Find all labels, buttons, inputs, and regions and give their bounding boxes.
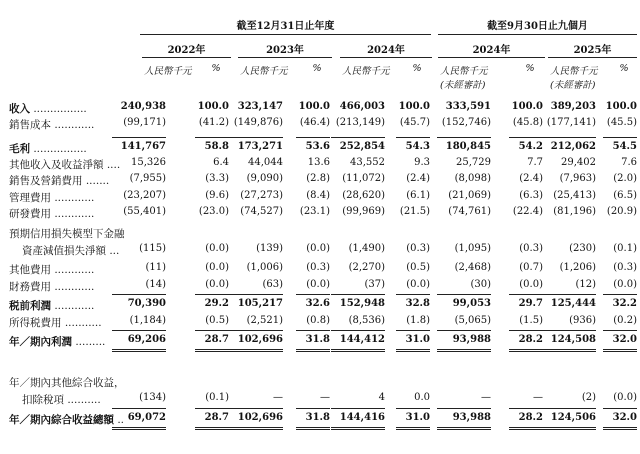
amount-cell: 93,988 (452, 334, 491, 345)
percent-cell: (0.0) (306, 279, 330, 290)
row-label (9, 157, 120, 172)
total-double-rule (509, 349, 543, 352)
percent-cell: 100.0 (605, 101, 637, 112)
percent-cell: (22.4) (512, 206, 543, 217)
percent-cell: — (320, 392, 330, 403)
amount-cell: 43,552 (350, 157, 385, 168)
subtotal-rule (603, 408, 637, 409)
amount-cell: (1,184) (129, 315, 166, 326)
percent-cell: (46.4) (299, 117, 330, 128)
percent-cell: (2.4) (406, 173, 430, 184)
percent-cell: 54.2 (518, 141, 543, 152)
amount-cell: (28,620) (342, 190, 385, 201)
amount-cell: (8,536) (348, 315, 385, 326)
subtotal-rule (229, 137, 283, 138)
subtotal-rule (296, 330, 330, 331)
total-double-rule (195, 349, 229, 352)
amount-cell: 69,206 (127, 334, 166, 345)
amount-cell: (2) (581, 392, 596, 403)
subtotal-rule (542, 330, 596, 331)
period-group-header: 截至9月30日止九個月 (487, 21, 588, 32)
year-underline (548, 57, 637, 58)
percent-cell: (0.3) (406, 243, 430, 254)
row-label (9, 173, 109, 188)
dot-leader: ......... (72, 336, 106, 348)
row-label (9, 279, 94, 294)
amount-cell: 141,767 (120, 141, 166, 152)
amount-cell: (2,521) (246, 315, 283, 326)
percent-header: % (312, 63, 322, 74)
subtotal-rule (437, 137, 491, 138)
dot-leader: ............ (51, 119, 95, 131)
total-double-rule (331, 427, 385, 430)
row-label-text: 其他費用 (9, 264, 51, 276)
percent-cell: 58.8 (204, 141, 229, 152)
total-double-rule (603, 349, 637, 352)
amount-cell: 125,444 (550, 298, 596, 309)
percent-cell: (2.0) (613, 173, 637, 184)
subtotal-rule (509, 330, 543, 331)
dot-leader: ............ (51, 264, 95, 276)
subtotal-rule (603, 137, 637, 138)
percent-cell: 100.0 (298, 101, 330, 112)
percent-cell: (0.0) (205, 262, 229, 273)
percent-cell: 100.0 (398, 101, 430, 112)
subtotal-rule (331, 294, 385, 295)
percent-cell: (2.4) (519, 173, 543, 184)
row-label-text: 資產減值損失淨額 (22, 245, 106, 257)
percent-cell: (6.3) (519, 190, 543, 201)
row-label (9, 117, 94, 132)
percent-cell: 13.6 (307, 157, 330, 168)
amount-cell: (30) (470, 279, 491, 290)
currency-unit-label: 人民幣千元 (440, 66, 488, 77)
amount-cell: (5,065) (454, 315, 491, 326)
percent-cell: 100.0 (197, 101, 229, 112)
subtotal-rule (112, 294, 166, 295)
percent-cell: 53.6 (305, 141, 330, 152)
row-label (9, 262, 94, 277)
row-label-text: 收入 (9, 103, 30, 115)
percent-cell: 100.0 (511, 101, 543, 112)
dot-leader: ................ (30, 103, 87, 115)
dot-leader: ................ (30, 143, 87, 155)
row-label (9, 315, 102, 330)
amount-cell: (9,090) (246, 173, 283, 184)
amount-cell: (152,746) (441, 117, 491, 128)
dot-leader: .... (103, 159, 121, 171)
amount-cell: (55,401) (123, 206, 166, 217)
amount-cell: 124,506 (550, 412, 596, 423)
subtotal-rule (331, 137, 385, 138)
row-label-text: 扣除稅項 (22, 394, 64, 406)
dot-leader: ........... (61, 317, 102, 329)
amount-cell: (230) (569, 243, 596, 254)
row-label-text: 其他收入及收益淨額 (9, 159, 104, 171)
amount-cell: (936) (569, 315, 596, 326)
dot-leader: ............ (51, 192, 95, 204)
percent-cell: (0.8) (306, 315, 330, 326)
percent-cell: (41.2) (198, 117, 229, 128)
percent-cell: (23.1) (299, 206, 330, 217)
percent-cell: (0.0) (306, 243, 330, 254)
total-double-rule (229, 427, 283, 430)
row-label (9, 101, 87, 116)
amount-cell: 29,402 (561, 157, 596, 168)
percent-cell: (0.0) (519, 279, 543, 290)
amount-cell: 69,072 (127, 412, 166, 423)
percent-cell: 54.3 (405, 141, 430, 152)
percent-cell: 32.0 (612, 412, 637, 423)
subtotal-rule (112, 330, 166, 331)
amount-cell: (14) (145, 279, 166, 290)
percent-cell: (45.5) (606, 117, 637, 128)
currency-unit-label: 人民幣千元 (240, 66, 288, 77)
amount-cell: (177,141) (546, 117, 596, 128)
currency-unit-label: 人民幣千元 (144, 66, 192, 77)
row-label-text: 年／期內綜合收益總額 (9, 414, 114, 426)
subtotal-rule (603, 294, 637, 295)
total-double-rule (509, 427, 543, 430)
dot-leader: ... (106, 245, 120, 257)
percent-cell: 29.7 (518, 298, 543, 309)
percent-cell: (1.5) (519, 315, 543, 326)
percent-cell: 31.8 (305, 412, 330, 423)
amount-cell: (63) (262, 279, 283, 290)
percent-cell: 31.0 (405, 334, 430, 345)
row-label (9, 334, 105, 349)
percent-cell: (0.0) (205, 279, 229, 290)
amount-cell: (115) (139, 243, 166, 254)
total-double-rule (396, 349, 430, 352)
row-label (9, 298, 94, 313)
subtotal-rule (542, 408, 596, 409)
total-double-rule (195, 427, 229, 430)
subtotal-rule (542, 137, 596, 138)
amount-cell: (74,527) (240, 206, 283, 217)
year-underline (238, 57, 332, 58)
row-label-text: 年／期內其他綜合收益， (9, 377, 125, 389)
unaudited-note: (未經審計) (550, 80, 596, 91)
percent-cell: (0.0) (205, 243, 229, 254)
amount-cell: (99,969) (342, 206, 385, 217)
percent-cell: 28.2 (518, 334, 543, 345)
total-double-rule (331, 349, 385, 352)
amount-cell: (27,273) (240, 190, 283, 201)
row-label-text: 所得税費用 (9, 317, 62, 329)
total-double-rule (112, 349, 166, 352)
dot-leader: .......... (64, 394, 101, 406)
percent-cell: 29.2 (204, 298, 229, 309)
currency-unit-label: 人民幣千元 (550, 66, 598, 77)
percent-cell: (0.0) (613, 392, 637, 403)
header-underline (438, 34, 637, 35)
row-label-text: 預期信用損失模型下金融 (9, 228, 125, 240)
subtotal-rule (331, 330, 385, 331)
amount-cell: 70,390 (127, 298, 166, 309)
currency-unit-label: 人民幣千元 (342, 66, 390, 77)
total-double-rule (603, 427, 637, 430)
amount-cell: 240,938 (120, 101, 166, 112)
subtotal-rule (603, 330, 637, 331)
row-label-text: 銷售及營銷費用 (9, 175, 83, 187)
subtotal-rule (229, 294, 283, 295)
percent-header: % (619, 63, 629, 74)
subtotal-rule (331, 408, 385, 409)
amount-cell: (37) (364, 279, 385, 290)
subtotal-rule (437, 408, 491, 409)
subtotal-rule (396, 294, 430, 295)
percent-cell: 31.8 (305, 334, 330, 345)
amount-cell: (11) (145, 262, 166, 273)
total-double-rule (296, 349, 330, 352)
percent-cell: 32.0 (612, 334, 637, 345)
amount-cell: (25,413) (553, 190, 596, 201)
subtotal-rule (396, 137, 430, 138)
amount-cell: (23,207) (123, 190, 166, 201)
amount-cell: 93,988 (452, 412, 491, 423)
percent-cell: 9.3 (414, 157, 430, 168)
amount-cell: 389,203 (550, 101, 596, 112)
dot-leader: ............ (51, 281, 95, 293)
amount-cell: (7,955) (129, 173, 166, 184)
amount-cell: 466,003 (339, 101, 385, 112)
percent-cell: 7.6 (621, 157, 637, 168)
amount-cell: (149,876) (233, 117, 283, 128)
subtotal-rule (112, 137, 166, 138)
amount-cell: 212,062 (550, 141, 596, 152)
percent-cell: (1.8) (406, 315, 430, 326)
amount-cell: (7,963) (559, 173, 596, 184)
row-label-text: 銷售成本 (9, 119, 51, 131)
percent-cell: 28.2 (518, 412, 543, 423)
subtotal-rule (229, 330, 283, 331)
subtotal-rule (509, 408, 543, 409)
row-label-text: 年／期內利潤 (9, 336, 72, 348)
dot-leader: ....... (82, 175, 110, 187)
year-underline (142, 57, 231, 58)
amount-cell: (139) (256, 243, 283, 254)
amount-cell: — (481, 392, 491, 403)
year-header: 2023年 (266, 45, 304, 56)
row-label (9, 375, 125, 390)
percent-cell: 32.6 (305, 298, 330, 309)
percent-cell: (21.5) (399, 206, 430, 217)
amount-cell: 124,508 (550, 334, 596, 345)
amount-cell: (1,206) (559, 262, 596, 273)
percent-cell: (0.5) (205, 315, 229, 326)
total-double-rule (296, 427, 330, 430)
amount-cell: 173,271 (237, 141, 283, 152)
subtotal-rule (396, 408, 430, 409)
percent-cell: (0.0) (406, 279, 430, 290)
percent-cell: (6.1) (406, 190, 430, 201)
amount-cell: (134) (139, 392, 166, 403)
amount-cell: — (273, 392, 283, 403)
percent-cell: 0.0 (414, 392, 430, 403)
percent-header: % (211, 63, 221, 74)
row-label (22, 243, 119, 258)
subtotal-rule (296, 137, 330, 138)
row-label (9, 206, 94, 221)
amount-cell: (2,468) (454, 262, 491, 273)
subtotal-rule (195, 137, 229, 138)
amount-cell: 105,217 (237, 298, 283, 309)
percent-cell: (2.8) (306, 173, 330, 184)
percent-cell: (45.7) (399, 117, 430, 128)
subtotal-rule (437, 330, 491, 331)
dot-leader: .. (114, 414, 125, 426)
amount-cell: 102,696 (237, 334, 283, 345)
percent-cell: (0.1) (205, 392, 229, 403)
percent-cell: 32.2 (612, 298, 637, 309)
amount-cell: 102,696 (237, 412, 283, 423)
percent-cell: 28.7 (204, 412, 229, 423)
subtotal-rule (195, 408, 229, 409)
percent-cell: 7.7 (527, 157, 543, 168)
percent-cell: (0.2) (613, 315, 637, 326)
year-underline (438, 57, 545, 58)
year-header: 2024年 (472, 45, 511, 56)
percent-cell: (3.3) (205, 173, 229, 184)
percent-cell: (0.5) (406, 262, 430, 273)
year-underline (340, 57, 432, 58)
amount-cell: 144,416 (339, 412, 385, 423)
row-label-text: 毛利 (9, 143, 30, 155)
percent-cell: (0.3) (306, 262, 330, 273)
amount-cell: (213,149) (335, 117, 385, 128)
subtotal-rule (437, 294, 491, 295)
row-label (9, 190, 94, 205)
percent-cell: (8.4) (306, 190, 330, 201)
total-double-rule (229, 349, 283, 352)
total-double-rule (437, 427, 491, 430)
subtotal-rule (542, 294, 596, 295)
subtotal-rule (509, 294, 543, 295)
dot-leader: ............ (51, 300, 95, 312)
amount-cell: 152,948 (339, 298, 385, 309)
subtotal-rule (396, 330, 430, 331)
percent-cell: (23.0) (198, 206, 229, 217)
total-double-rule (437, 349, 491, 352)
amount-cell: 180,845 (445, 141, 491, 152)
amount-cell: (8,098) (454, 173, 491, 184)
row-label-text: 税前利潤 (9, 300, 51, 312)
unaudited-note: (未經審計) (440, 80, 486, 91)
amount-cell: 4 (378, 392, 385, 403)
subtotal-rule (112, 408, 166, 409)
amount-cell: 144,412 (339, 334, 385, 345)
percent-cell: (0.1) (613, 243, 637, 254)
row-label-text: 研發費用 (9, 208, 51, 220)
header-underline (140, 34, 431, 35)
row-label (22, 392, 101, 407)
subtotal-rule (195, 294, 229, 295)
amount-cell: 333,591 (445, 101, 491, 112)
amount-cell: (1,490) (348, 243, 385, 254)
percent-cell: (9.6) (205, 190, 229, 201)
amount-cell: (1,095) (454, 243, 491, 254)
amount-cell: (99,171) (123, 117, 166, 128)
subtotal-rule (229, 408, 283, 409)
percent-cell: 54.5 (612, 141, 637, 152)
row-label (9, 226, 125, 241)
amount-cell: (21,069) (448, 190, 491, 201)
percent-cell: (20.9) (606, 206, 637, 217)
amount-cell: 323,147 (237, 101, 283, 112)
period-group-header: 截至12月31日止年度 (236, 21, 335, 32)
subtotal-rule (509, 137, 543, 138)
total-double-rule (542, 349, 596, 352)
subtotal-rule (195, 330, 229, 331)
percent-cell: (0.7) (519, 262, 543, 273)
year-header: 2024年 (367, 45, 405, 56)
year-header: 2022年 (167, 45, 206, 56)
amount-cell: (1,006) (246, 262, 283, 273)
total-double-rule (396, 427, 430, 430)
amount-cell: 252,854 (339, 141, 385, 152)
amount-cell: 25,729 (456, 157, 491, 168)
percent-cell: (0.0) (613, 279, 637, 290)
amount-cell: (2,270) (348, 262, 385, 273)
percent-cell: 32.8 (405, 298, 430, 309)
row-label-text: 管理費用 (9, 192, 51, 204)
percent-cell: — (533, 392, 543, 403)
percent-cell: (45.8) (512, 117, 543, 128)
amount-cell: 15,326 (131, 157, 166, 168)
subtotal-rule (296, 294, 330, 295)
amount-cell: 99,053 (452, 298, 491, 309)
percent-cell: (0.3) (519, 243, 543, 254)
amount-cell: (11,072) (342, 173, 385, 184)
percent-cell: (0.3) (613, 262, 637, 273)
year-header: 2025年 (573, 45, 612, 56)
total-double-rule (542, 427, 596, 430)
subtotal-rule (296, 408, 330, 409)
percent-cell: 31.0 (405, 412, 430, 423)
percent-cell: (6.5) (613, 190, 637, 201)
total-double-rule (112, 427, 166, 430)
row-label (9, 141, 87, 156)
percent-cell: 6.4 (213, 157, 229, 168)
percent-header: % (525, 63, 535, 74)
amount-cell: (74,761) (448, 206, 491, 217)
dot-leader: ............ (51, 208, 95, 220)
amount-cell: 44,044 (248, 157, 283, 168)
row-label-text: 財務費用 (9, 281, 51, 293)
percent-header: % (412, 63, 422, 74)
amount-cell: (12) (575, 279, 596, 290)
amount-cell: (81,196) (553, 206, 596, 217)
percent-cell: 28.7 (204, 334, 229, 345)
